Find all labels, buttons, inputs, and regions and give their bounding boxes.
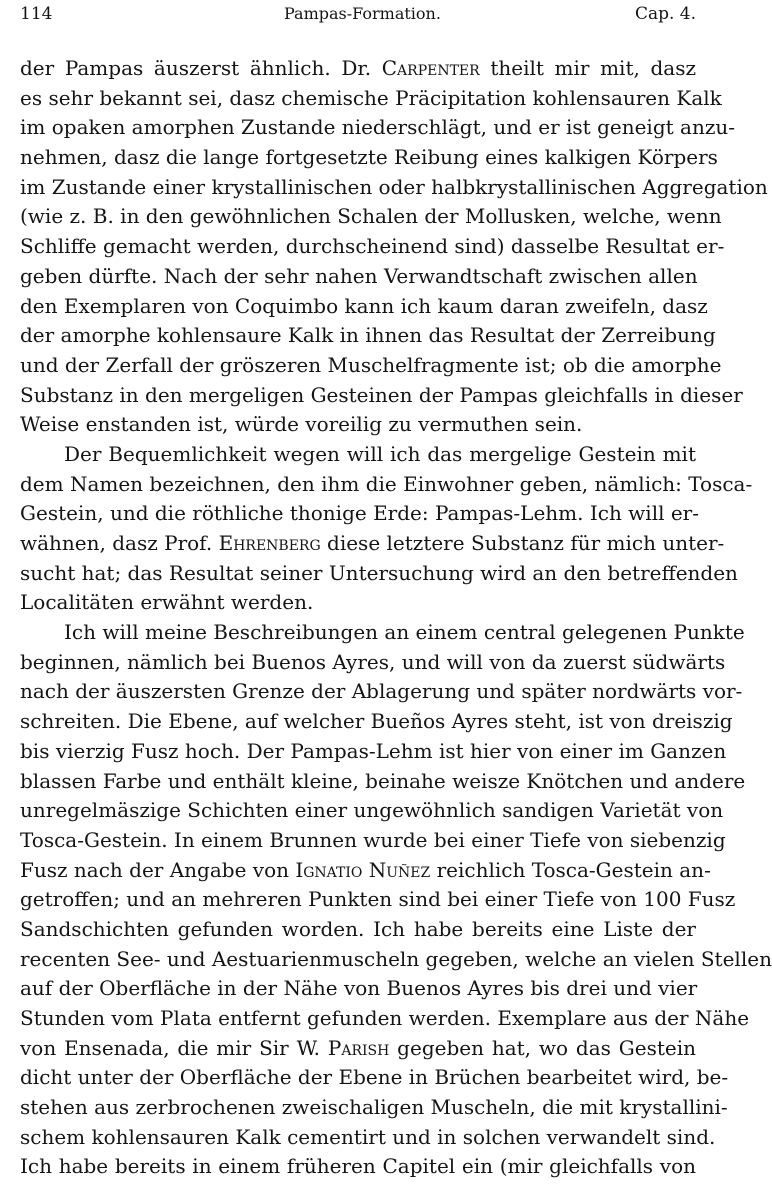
text-line: Substanz in den mergeligen Gesteinen der Pampas gleichfalls in dieser [20,382,743,407]
text-line: beginnen, nämlich bei Buenos Ayres, und will von da zuerst südwärts [20,649,726,674]
text-line: dem Namen bezeichnen, den ihm die Einwohner geben, nämlich: Tosca- [20,471,753,496]
body-text [20,54,772,1182]
text-line: Weise enstanden ist, würde voreilig zu vermuthen sein. [20,412,583,437]
text-line: getroffen; und an mehreren Punkten sind bei einer Tiefe von 100 Fusz [20,887,736,912]
chapter-label: Cap. 4. [634,4,696,24]
running-title: Pampas-Formation. [284,4,441,23]
page-header [20,4,696,34]
text-line: es sehr bekannt sei, dasz chemische Präcipitation kohlensauren Kalk [20,85,722,110]
paragraph [20,54,768,440]
text-line: sucht hat; das Resultat seiner Untersuchung wird an den betreffenden [20,560,738,585]
text-line: recenten See- und Aestuarienmuscheln gegeben, welche an vielen Stellen [20,946,772,971]
text-line: dicht unter der Oberfläche der Ebene in Brüchen bearbeitet wird, be- [20,1065,729,1090]
text-line: von Ensenada, die mir Sir W. Parish gegeben hat, wo das Gestein [20,1035,696,1060]
text-line: auf der Oberfläche in der Nähe von Buenos Ayres bis drei und vier [20,976,698,1001]
text-line: Localitäten erwähnt werden. [20,590,314,615]
text-line: unregelmäszige Schichten einer ungewöhnlich sandigen Varietät von [20,798,724,823]
text-line: Ich habe bereits in einem früheren Capitel ein (mir gleichfalls von [20,1154,696,1179]
text-line: Stunden vom Plata entfernt gefunden werden. Exemplare aus der Nähe [20,1006,750,1030]
text-line: schreiten. Die Ebene, auf welcher Bueños Ayres steht, ist von dreiszig [20,709,733,734]
text-line: Ich will meine Beschreibungen an einem central gelegenen Punkte [64,620,745,645]
text-line: (wie z. B. in den gewöhnlichen Schalen der Mollusken, welche, wenn [20,204,722,229]
text-line: Der Bequemlichkeit wegen will ich das mergelige Gestein mit [64,441,696,466]
text-line: Schliffe gemacht werden, durchscheinend sind) dasselbe Resultat er- [20,234,725,259]
text-line: bis vierzig Fusz hoch. Der Pampas-Lehm ist hier von einer im Ganzen [20,738,727,763]
text-line: im opaken amorphen Zustande niederschlägt, und er ist geneigt anzu- [20,115,735,140]
text-line: nehmen, dasz die lange fortgesetzte Reibung eines kalkigen Körpers [20,145,718,170]
text-line: und der Zerfall der gröszeren Muschelfragmente ist; ob die amorphe [20,352,722,377]
text-line: Sandschichten gefunden worden. Ich habe bereits eine Liste der [20,916,696,941]
text-line: schem kohlensauren Kalk cementirt und in solchen verwandelt sind. [20,1124,716,1149]
text-line: Tosca-Gestein. In einem Brunnen wurde bei einer Tiefe von siebenzig [20,827,726,852]
text-line: Gestein, und die röthliche thonige Erde: Pampas-Lehm. Ich will er- [20,501,700,526]
text-line: wähnen, dasz Prof. Ehrenberg diese letztere Substanz für mich unter- [20,531,725,555]
text-line: blassen Farbe und enthält kleine, beinahe weisze Knötchen und andere [20,768,746,793]
page-number: 114 [20,4,53,24]
text-line: Fusz nach der Angabe von Ignatio Nuñez reichlich Tosca-Gestein an- [20,857,711,882]
paragraph [20,618,772,1182]
text-line: der Pampas äuszerst ähnlich. Dr. Carpenter theilt mir mit, dasz [20,56,696,80]
text-line: im Zustande einer krystallinischen oder halbkrystallinischen Aggregation [20,174,768,199]
text-line: nach der äuszersten Grenze der Ablagerung und später nordwärts vor- [20,679,743,704]
text-line: stehen aus zerbrochenen zweischaligen Muscheln, die mit krystallini- [20,1095,728,1120]
paragraph [20,440,753,618]
text-line: der amorphe kohlensaure Kalk in ihnen das Resultat der Zerreibung [20,323,716,348]
text-line: den Exemplaren von Coquimbo kann ich kaum daran zweifeln, dasz [20,293,708,318]
text-line: geben dürfte. Nach der sehr nahen Verwandtschaft zwischen allen [20,263,698,288]
